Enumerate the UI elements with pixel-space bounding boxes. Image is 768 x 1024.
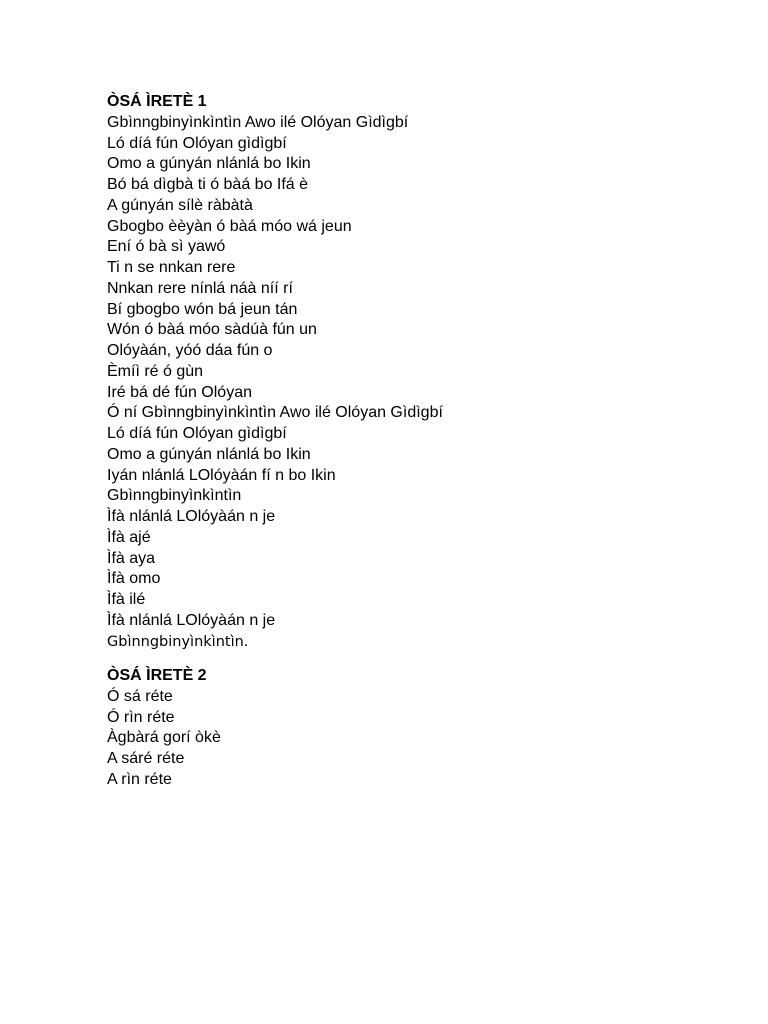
verse-line: Omo a gúnyán nlánlá bo Ikin — [107, 155, 311, 173]
closing-line: Gbìnngbinyìnkìntìn. — [107, 633, 249, 650]
section-osa-irete-1 — [107, 92, 727, 652]
section-heading: ÒSÁ ÌRETÈ 2 — [107, 667, 207, 684]
verse-line: Wón ó bàá móo sàdúà fún un — [107, 321, 317, 339]
verse-line: Ìfà ajé — [107, 528, 151, 546]
verse-line: Ìfà ilé — [107, 591, 146, 608]
verse-line: A rìn réte — [107, 770, 172, 788]
verse-line: Ó rìn réte — [107, 708, 175, 726]
verse-line: Ló díá fún Olóyan gìdìgbí — [107, 425, 287, 442]
verse-line: Èmíì ré ó gùn — [107, 362, 204, 380]
verse-line: Ìfà nlánlá LOlóyàán n je — [107, 611, 276, 629]
verse-line: Bó bá dìgbà ti ó bàá bo Ifá è — [107, 176, 309, 193]
verse-line: Gbìnngbinyìnkìntìn Awo ilé Olóyan Gìdìgbí — [107, 113, 409, 131]
verse-line: Ìfà aya — [107, 549, 156, 567]
verse-line: Ìfà nlánlá LOlóyàán n je — [107, 508, 276, 525]
verse-lines — [107, 687, 727, 791]
section-osa-irete-2 — [107, 666, 727, 791]
verse-line: Ení ó bà sì yawó — [107, 238, 226, 256]
section-heading: ÒSÁ ÌRETÈ 1 — [107, 93, 207, 110]
verse-line: Nnkan rere nínlá náà níí rí — [107, 279, 293, 297]
verse-line: Ó ní Gbìnngbinyìnkìntìn Awo ilé Olóyan Gìdìgbí — [107, 404, 443, 422]
verse-line: Iyán nlánlá LOlóyàán fí n bo Ikin — [107, 466, 336, 484]
verse-line: Olóyàán, yóó dáa fún o — [107, 342, 273, 359]
verse-line: A sáré réte — [107, 750, 185, 767]
verse-line: Omo a gúnyán nlánlá bo Ikin — [107, 445, 311, 463]
verse-lines — [107, 113, 727, 632]
verse-line: Àgbàrá gorí òkè — [107, 729, 221, 747]
verse-line: Ló díá fún Olóyan gìdìgbí — [107, 134, 287, 152]
verse-line: Ó sá réte — [107, 687, 173, 705]
verse-line: Iré bá dé fún Olóyan — [107, 383, 252, 401]
verse-line: Ìfà omo — [107, 570, 161, 588]
verse-line: Gbogbo èèyàn ó bàá móo wá jeun — [107, 217, 352, 235]
verse-line: A gúnyán sílè ràbàtà — [107, 196, 253, 214]
verse-line: Bí gbogbo wón bá jeun tán — [107, 300, 298, 318]
verse-line: Ti n se nnkan rere — [107, 259, 236, 276]
verse-line: Gbìnngbinyìnkìntìn — [107, 487, 242, 505]
